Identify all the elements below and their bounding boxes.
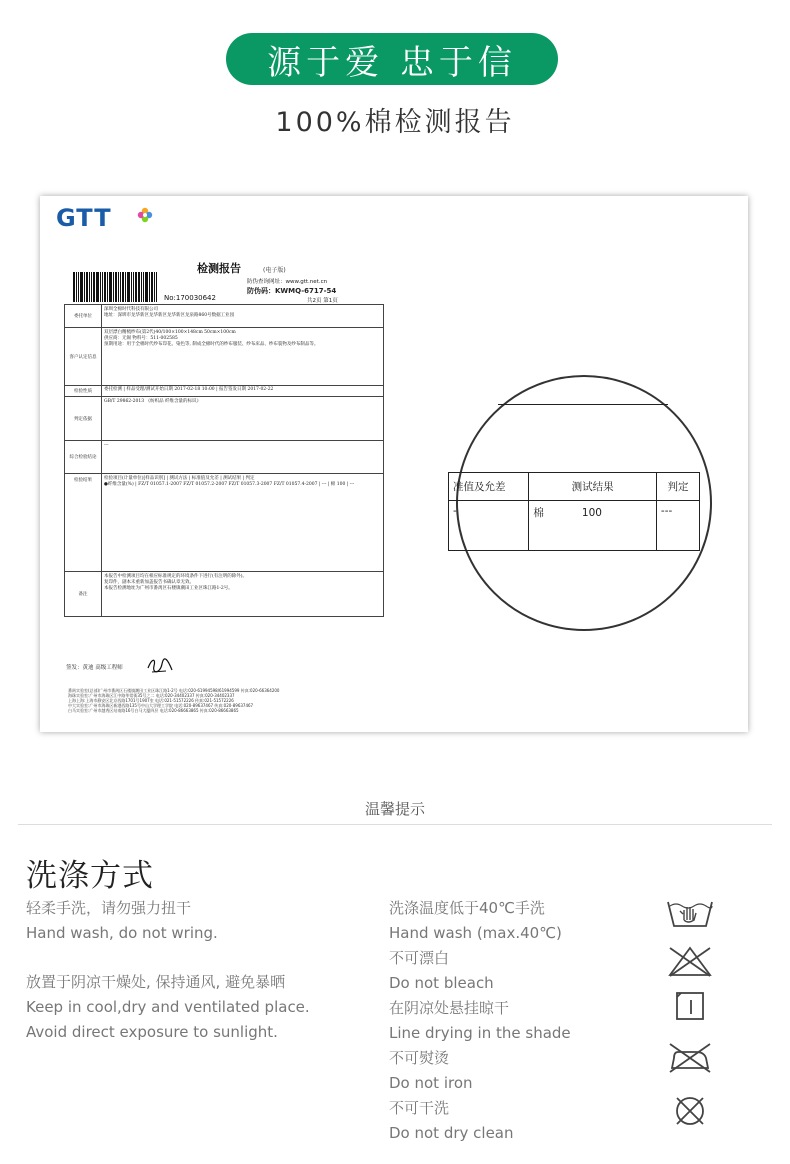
zoom-line — [498, 404, 668, 405]
table-row — [65, 474, 383, 572]
instruction-line: Avoid direct exposure to sunlight. — [26, 1023, 278, 1041]
signer: 签发：黄迪 高级工程师 — [66, 665, 123, 671]
instruction-line: 不可漂白 — [389, 949, 450, 967]
zoom-cell: - — [449, 501, 529, 551]
tip-heading: 温馨提示 — [364, 800, 425, 818]
barcode-bar — [141, 272, 142, 302]
barcode-bar — [78, 272, 79, 302]
footer-line: 番禺实验室(总部)广州市番禺区石楼镇潮田工业区珠江路1-2号 电话:020-61994598/61994599 传真:020-66364200 — [68, 688, 280, 693]
query-site: 防伪查询网址：www.gtt.net.cn — [247, 279, 328, 285]
barcode-bar — [135, 272, 137, 302]
barcode-bar — [107, 272, 108, 302]
barcode-bar — [89, 272, 90, 302]
instruction-line: 轻柔手洗，请勿强力扭干 — [26, 899, 192, 917]
wash-instructions-left — [26, 896, 218, 946]
no-dry-clean-icon — [666, 1094, 714, 1128]
barcode-bar — [73, 272, 75, 302]
wash-title: 洗涤方式 — [26, 858, 154, 894]
barcode-bar — [156, 272, 157, 302]
barcode-bar — [154, 272, 155, 302]
barcode-bar — [96, 272, 99, 302]
barcode-bar — [151, 272, 153, 302]
barcode-bar — [118, 272, 119, 302]
zoom-header: 测试结果 — [529, 473, 656, 501]
row-value: 双层漂白精梳纱布(第2代)40/100×100×148cm 50cm×100cm 供应商：无锡 物料号：511-002585 预期用途：用于全棉时代纱布印花、染色等, 制成全棉时代的纱布服装、纱布床品、纱布裂物及纱布制品等。 — [104, 330, 319, 347]
row-value: GB/T 29862-2013 《纺织品 纤维含量的标识》 — [104, 399, 201, 404]
signature-image — [146, 656, 174, 676]
hand-wash-icon — [666, 896, 714, 930]
zoom-header: 判定 — [656, 473, 699, 501]
footer-line: 中大实验室:广州市海珠区新港西路135号中山大学理工学院 电话:020-89637467 传真:020-89637467 — [68, 703, 254, 708]
slogan-banner: 源于爱 忠于信 — [226, 33, 558, 85]
table-row — [65, 305, 383, 328]
barcode-bar — [91, 272, 92, 302]
zoom-cell — [529, 501, 656, 551]
zoom-table — [448, 472, 700, 551]
line-dry-shade-icon — [666, 990, 714, 1024]
barcode-bar — [122, 272, 124, 302]
instruction-line: Line drying in the shade — [389, 1024, 571, 1042]
row-label: 检验结果 — [65, 474, 102, 571]
barcode-bar — [149, 272, 150, 302]
page-count: 共2页 第1页 — [307, 298, 338, 304]
instruction-line: 洗涤温度低于40℃手洗 — [389, 899, 545, 917]
row-value: 委托检测 | 样品受理/测试开始日期 2017-02-18 10:00 | 报告签发日期 2017-02-22 — [104, 387, 274, 392]
report-number: No:170030642 — [164, 294, 216, 302]
barcode-bar — [145, 272, 148, 302]
zoom-cell: --- — [656, 501, 699, 551]
barcode-bar — [133, 272, 134, 302]
row-label: 检验性质 — [65, 386, 102, 396]
barcode-bar — [80, 272, 83, 302]
report-table — [64, 304, 384, 617]
instruction-line: Do not bleach — [389, 974, 494, 992]
report-subtitle: 100%棉检测报告 — [275, 107, 515, 138]
footer-line: 白马实验室:广州市越秀区站南路16号白马大厦四层 电话:020-86663865 传真:020-86663865 — [68, 708, 239, 713]
table-row — [65, 386, 383, 397]
anti-fake-code: 防伪码：KWMQ-6717-54 — [247, 287, 337, 295]
barcode-bar — [84, 272, 85, 302]
barcode-bar — [120, 272, 121, 302]
instruction-line: 在阴凉处悬挂晾干 — [389, 999, 510, 1017]
row-label: 判定依据 — [65, 397, 102, 440]
barcode-bar — [138, 272, 140, 302]
row-label: 综合检验结论 — [65, 441, 102, 473]
instruction-line: Keep in cool,dry and ventilated place. — [26, 998, 310, 1016]
report-query-info — [247, 278, 338, 306]
report-edition: (电子版) — [263, 267, 286, 274]
barcode-bar — [109, 272, 112, 302]
table-row — [65, 572, 383, 616]
divider — [18, 824, 772, 825]
barcode-bar — [76, 272, 77, 302]
barcode — [73, 272, 163, 302]
zoom-cell-text: 100 — [581, 507, 602, 519]
care-instructions-right — [389, 896, 571, 1146]
instruction-line: 不可干洗 — [389, 1099, 450, 1117]
barcode-bar — [143, 272, 144, 302]
no-iron-icon — [666, 1040, 714, 1074]
row-value: 检验项目(计量单位)[样品识别] | 测试方法 | 标准值及允差 | 测试结果 | 判定 ●纤维含量(%) | FZ/T 01057.1-2007 FZ/T 01057.2-2007 FZ/T 01057.3-2007 FZ/T 01057.4-2007 | --- | 棉 100 | --- — [104, 476, 355, 487]
instruction-line: Do not iron — [389, 1074, 473, 1092]
instruction-line: Hand wash, do not wring. — [26, 924, 218, 942]
zoom-cell-text: 棉 — [533, 507, 544, 519]
instruction-line: Do not dry clean — [389, 1124, 514, 1142]
report-footer — [68, 688, 383, 713]
barcode-bar — [113, 272, 114, 302]
flower-icon — [137, 207, 153, 223]
instruction-line: 不可熨烫 — [389, 1049, 450, 1067]
barcode-bar — [86, 272, 88, 302]
table-row — [65, 397, 383, 441]
storage-instructions — [26, 970, 310, 1045]
instruction-line: Hand wash (max.40℃) — [389, 924, 562, 942]
magnifier-zoom — [453, 375, 712, 631]
barcode-bar — [125, 272, 126, 302]
barcode-bar — [131, 272, 132, 302]
report-title: 检测报告 — [197, 262, 241, 275]
footer-line: 海珠实验室:广州市海珠区江中路华常街35号之二 电话:020-34402337 传真:020-34402337 — [68, 693, 235, 698]
gtt-logo: GTT — [56, 204, 112, 232]
barcode-bar — [102, 272, 103, 302]
barcode-bar — [115, 272, 117, 302]
row-label: 客户认定信息 — [65, 328, 102, 385]
barcode-bar — [104, 272, 106, 302]
barcode-bar — [93, 272, 95, 302]
table-row — [65, 328, 383, 386]
row-value: --- — [104, 443, 109, 448]
barcode-bar — [100, 272, 101, 302]
zoom-header: 准值及允差 — [449, 473, 529, 501]
row-value: 本报告中检测项目均在相应标准规定的环境条件下进行(有注明的除外)。 复印件，副本未重新加盖报告书确认章无效。 本报告检测地址为广州市番禺区石楼镇潮田工业区珠江路1-2号。 — [104, 574, 248, 591]
footer-line: 上海上海:上海市静安区北京西路1701号1907室 电话:021-51572226 传真:021-51572226 — [68, 698, 234, 703]
test-report-document — [40, 196, 748, 732]
table-row — [65, 441, 383, 474]
row-label: 备注 — [65, 572, 102, 616]
no-bleach-icon — [666, 945, 714, 979]
row-label: 委托单位 — [65, 305, 102, 327]
row-value: 深圳全棉时代科技有限公司 地址：深圳市龙华新区龙华新区龙华新区龙泉路860号数据工业园 — [104, 307, 235, 318]
instruction-line: 放置于阴凉干燥处, 保持通风, 避免暴晒 — [26, 973, 286, 991]
barcode-bar — [127, 272, 130, 302]
